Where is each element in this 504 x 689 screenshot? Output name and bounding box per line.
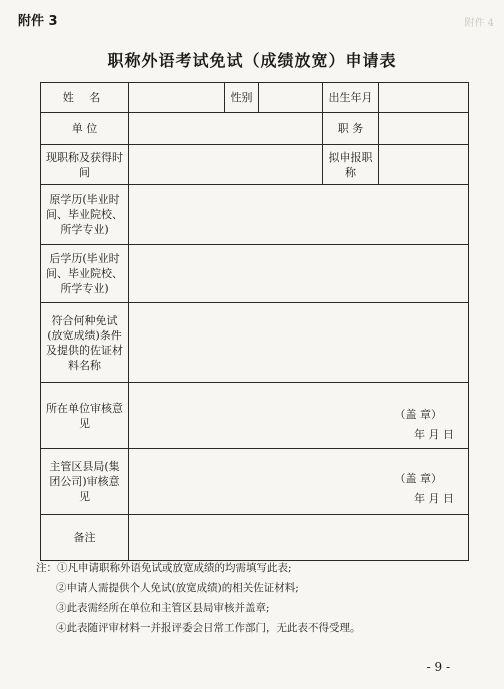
unit-review-field[interactable] (129, 383, 469, 449)
apply-title-field[interactable] (379, 145, 469, 185)
dept-review-date: 年 月 日 (414, 492, 454, 505)
gender-label: 性别 (225, 83, 259, 113)
original-education-label: 原学历(毕业时间、毕业院校、所学专业) (41, 185, 129, 245)
dept-seal: （盖 章） (394, 472, 442, 485)
notes-prefix: 注： (36, 562, 57, 574)
note-item: ②申请人需提供个人免试(放宽成绩)的相关佐证材料; (56, 582, 299, 594)
attachment-label: 附件 3 (18, 14, 58, 29)
dept-review-field[interactable] (129, 449, 469, 515)
duty-label: 职 务 (323, 113, 379, 145)
conditions-label: 符合何种免试(放宽成绩)条件及提供的佐证材料名称 (41, 303, 129, 383)
current-title-field[interactable] (129, 145, 323, 185)
remarks-label: 备注 (41, 515, 129, 561)
name-label: 姓 名 (41, 83, 129, 113)
conditions-field[interactable] (129, 303, 469, 383)
unit-review-label: 所在单位审核意见 (41, 383, 129, 449)
notes (36, 558, 486, 638)
gender-field[interactable] (259, 83, 323, 113)
dept-review-label: 主管区县局(集团公司)审核意见 (41, 449, 129, 515)
current-title-label: 现职称及获得时间 (41, 145, 129, 185)
note-item: ③此表需经所在单位和主管区县局审核并盖章; (56, 602, 270, 614)
note-item: ④此表随评审材料一并报评委会日常工作部门，无此表不得受理。 (56, 622, 361, 634)
later-education-label: 后学历(毕业时间、毕业院校、所学专业) (41, 245, 129, 303)
application-form-table (40, 82, 469, 561)
page-number: - 9 - (426, 660, 450, 674)
name-field[interactable] (129, 83, 225, 113)
birth-field[interactable] (379, 83, 469, 113)
bleed-through-text: 附件 4 (464, 18, 494, 29)
later-education-field[interactable] (129, 245, 469, 303)
original-education-field[interactable] (129, 185, 469, 245)
remarks-field[interactable] (129, 515, 469, 561)
apply-title-label: 拟申报职 称 (323, 145, 379, 185)
unit-label: 单 位 (41, 113, 129, 145)
unit-seal: （盖 章） (394, 408, 442, 421)
birth-label: 出生年月 (323, 83, 379, 113)
unit-field[interactable] (129, 113, 323, 145)
note-item (36, 558, 486, 578)
duty-field[interactable] (379, 113, 469, 145)
unit-review-date: 年 月 日 (414, 428, 454, 441)
note-text: ①凡申请职称外语免试或放宽成绩的均需填写此表; (57, 562, 292, 574)
form-title: 职称外语考试免试（成绩放宽）申请表 (107, 51, 397, 70)
